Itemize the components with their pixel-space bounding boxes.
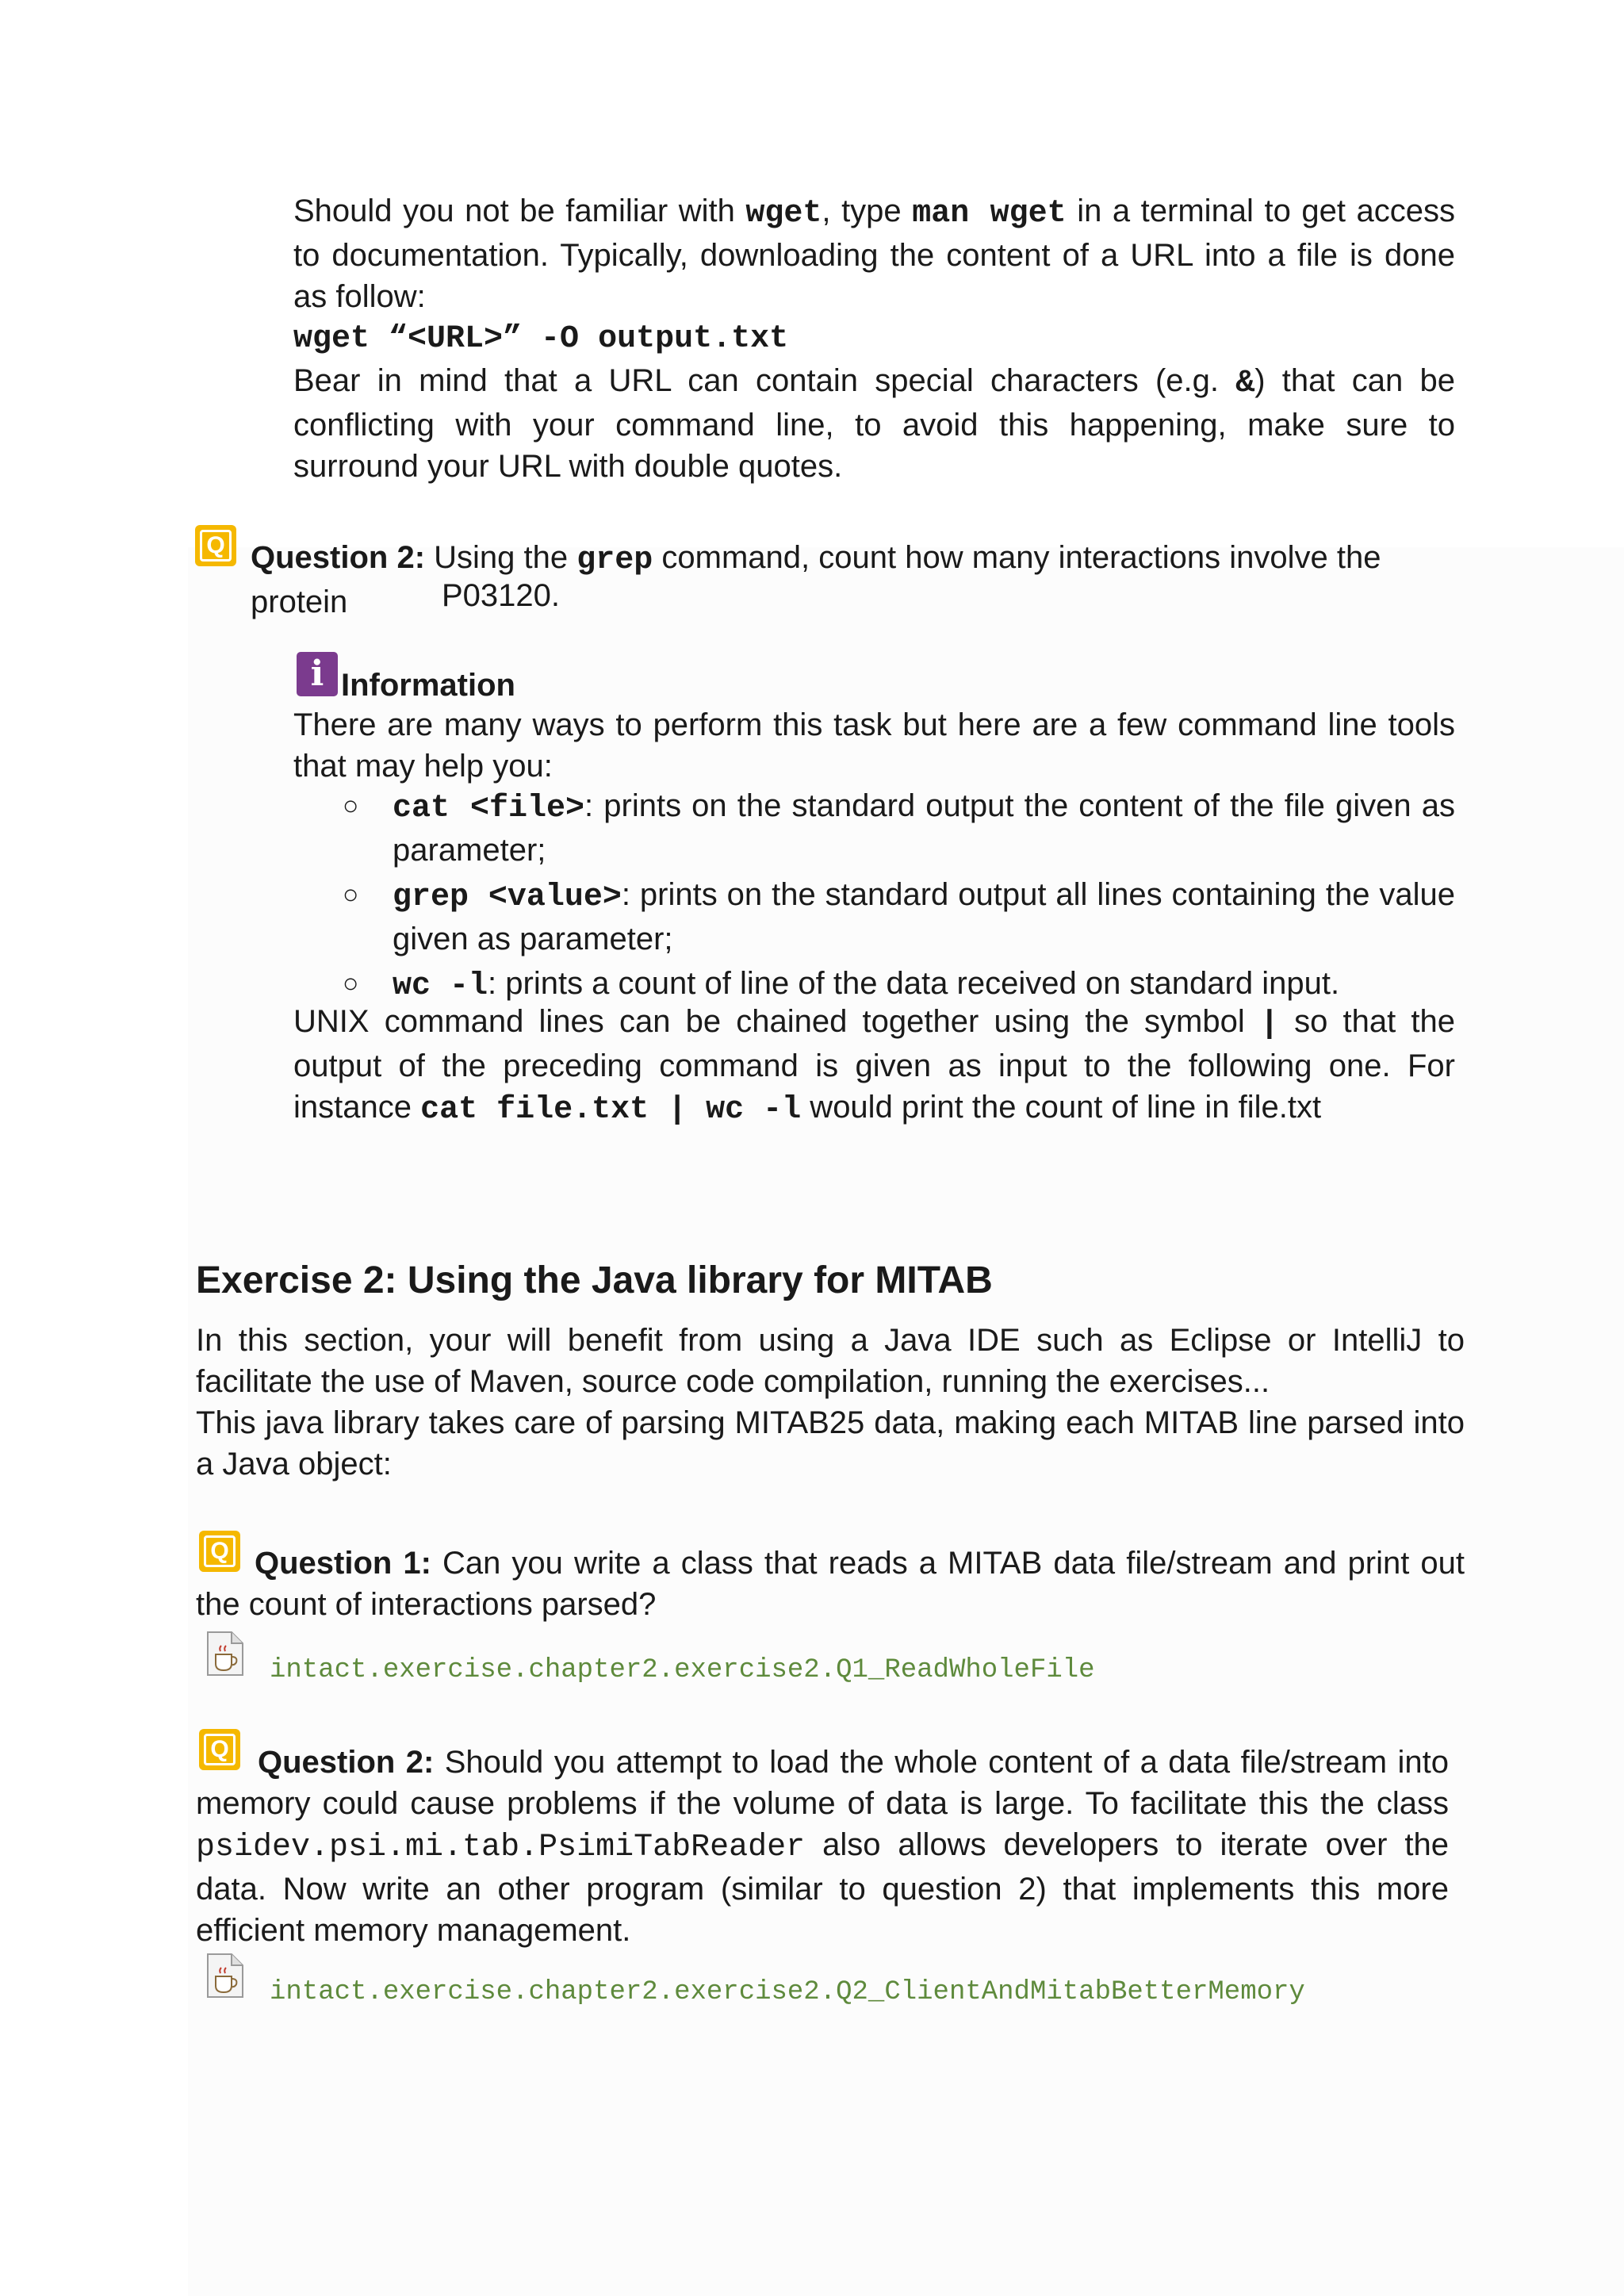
information-title: Information xyxy=(341,668,515,703)
question-icon: Q xyxy=(199,1729,240,1770)
inline-code: & xyxy=(1235,366,1255,401)
bullet-icon: ○ xyxy=(343,791,359,821)
inline-code: wc -l xyxy=(393,968,488,1004)
exercise-question-2: Question 2: Should you attempt to load the whole content of a data file/stream into memory could cause problems if the volume of data is large. To facilitate this the class psidev.psi.mi.tab.PsimiTabReader also allows developers to iterate over the data. Now write an other program (similar to question 2) that implements this more efficient memory management. xyxy=(196,1745,1449,1948)
inline-code: | xyxy=(1259,1006,1279,1042)
inline-code: wget xyxy=(745,196,822,232)
inline-code: grep <value> xyxy=(393,880,622,915)
list-item: ○ wc -l: prints a count of line of the data received on standard input. xyxy=(293,963,1455,1007)
question-2-protein: P03120. xyxy=(442,578,561,613)
tool-list xyxy=(293,785,1455,1007)
wget-command: wget “<URL>” -O output.txt xyxy=(293,321,789,357)
question-icon: Q xyxy=(195,525,236,566)
java-file-icon xyxy=(205,1631,246,1677)
class-name: intact.exercise.chapter2.exercise2.Q1_ReadWholeFile xyxy=(270,1655,1095,1685)
exercise-paragraph-1: In this section, your will benefit from using a Java IDE such as Eclipse or IntelliJ to facilitate the use of Maven, source code compilation, running the exercises... xyxy=(196,1323,1465,1399)
question-2-grep: Question 2: Using the grep command, count how many interactions involve the protein xyxy=(251,540,1381,619)
information-intro: There are many ways to perform this task but here are a few command line tools that may help you: xyxy=(293,707,1455,784)
list-item: ○ cat <file>: prints on the standard output the content of the file given as parameter; xyxy=(293,785,1455,871)
inline-code: cat file.txt | wc -l xyxy=(420,1092,802,1128)
information-icon: i xyxy=(297,652,338,696)
class-name: intact.exercise.chapter2.exercise2.Q2_ClientAndMitabBetterMemory xyxy=(270,1977,1305,2007)
inline-code: man wget xyxy=(912,196,1067,232)
bullet-icon: ○ xyxy=(343,968,359,999)
inline-code: psidev.psi.mi.tab.PsimiTabReader xyxy=(196,1830,806,1865)
intro-paragraph: Should you not be familiar with wget, type man wget in a terminal to get access to documentation. Typically, downloading the content of a URL into a file is done as follow: xyxy=(293,194,1456,314)
question-icon: Q xyxy=(199,1531,240,1572)
bullet-icon: ○ xyxy=(343,880,359,910)
exercise-question-1: Question 1: Can you write a class that reads a MITAB data file/stream and print out the count of interactions parsed? xyxy=(196,1546,1465,1622)
inline-code: cat <file> xyxy=(393,791,585,826)
list-item: ○ grep <value>: prints on the standard output all lines containing the value given as parameter; xyxy=(293,874,1455,960)
exercise-paragraph-2: This java library takes care of parsing MITAB25 data, making each MITAB line parsed into a Java object: xyxy=(196,1405,1465,1481)
inline-code: grep xyxy=(576,542,653,578)
information-outro: UNIX command lines can be chained together using the symbol | so that the output of the preceding command is given as input to the following one. For instance cat file.txt | wc -l would print the count of line in file.txt xyxy=(293,1004,1455,1128)
intro-paragraph-2: Bear in mind that a URL can contain special characters (e.g. &) that can be conflicting with your command line, to avoid this happening, make sure to surround your URL with double quotes. xyxy=(293,363,1455,484)
exercise-heading: Exercise 2: Using the Java library for MITAB xyxy=(196,1259,993,1301)
java-file-icon xyxy=(205,1953,246,1999)
